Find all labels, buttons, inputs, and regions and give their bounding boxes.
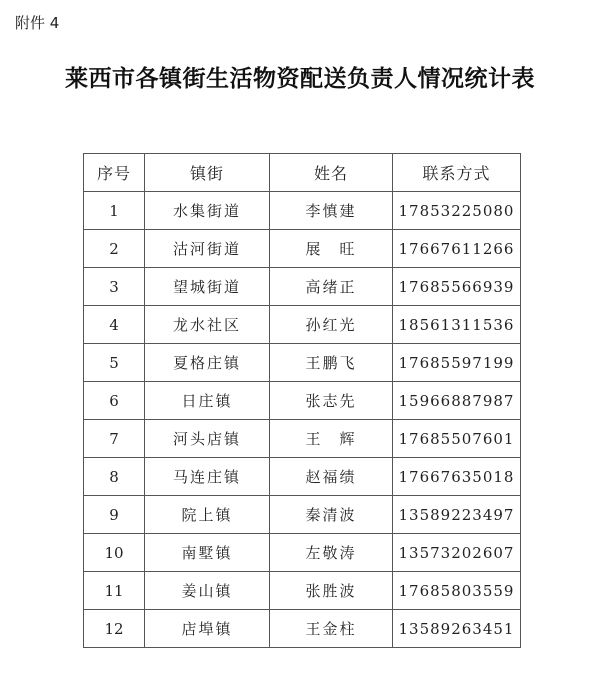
header-no: 序号: [84, 154, 145, 192]
cell-name: 李慎建: [270, 192, 393, 230]
cell-town: 沽河街道: [145, 230, 270, 268]
table-row: [84, 268, 521, 306]
cell-name: 秦清波: [270, 496, 393, 534]
cell-town: 龙水社区: [145, 306, 270, 344]
cell-name: 展 旺: [270, 230, 393, 268]
cell-no: 3: [84, 268, 145, 306]
cell-town: 夏格庄镇: [145, 344, 270, 382]
cell-town: 马连庄镇: [145, 458, 270, 496]
cell-no: 10: [84, 534, 145, 572]
cell-town: 水集街道: [145, 192, 270, 230]
table-row: [84, 534, 521, 572]
cell-name: 赵福绩: [270, 458, 393, 496]
cell-no: 6: [84, 382, 145, 420]
cell-name: 王金柱: [270, 610, 393, 648]
cell-phone: 18561311536: [393, 306, 521, 344]
cell-town: 日庄镇: [145, 382, 270, 420]
cell-name: 张胜波: [270, 572, 393, 610]
cell-no: 7: [84, 420, 145, 458]
header-name: 姓名: [270, 154, 393, 192]
cell-phone: 17853225080: [393, 192, 521, 230]
cell-name: 左敬涛: [270, 534, 393, 572]
attachment-label: 附件 4: [15, 14, 60, 32]
cell-no: 1: [84, 192, 145, 230]
header-contact: 联系方式: [393, 154, 521, 192]
cell-town: 南墅镇: [145, 534, 270, 572]
cell-no: 4: [84, 306, 145, 344]
cell-phone: 17667635018: [393, 458, 521, 496]
cell-town: 望城街道: [145, 268, 270, 306]
cell-phone: 17685507601: [393, 420, 521, 458]
header-town: 镇街: [145, 154, 270, 192]
table-header-row: [84, 154, 521, 192]
table-row: [84, 230, 521, 268]
responsible-person-table: [83, 153, 521, 648]
cell-name: 张志先: [270, 382, 393, 420]
cell-no: 2: [84, 230, 145, 268]
cell-town: 姜山镇: [145, 572, 270, 610]
cell-phone: 17667611266: [393, 230, 521, 268]
cell-name: 王 辉: [270, 420, 393, 458]
cell-phone: 13589223497: [393, 496, 521, 534]
table-row: [84, 572, 521, 610]
table-row: [84, 344, 521, 382]
cell-town: 店埠镇: [145, 610, 270, 648]
table-row: [84, 382, 521, 420]
cell-phone: 17685566939: [393, 268, 521, 306]
cell-no: 5: [84, 344, 145, 382]
cell-no: 11: [84, 572, 145, 610]
cell-name: 高绪正: [270, 268, 393, 306]
cell-name: 王鹏飞: [270, 344, 393, 382]
table-row: [84, 610, 521, 648]
table-row: [84, 306, 521, 344]
table-row: [84, 420, 521, 458]
table-row: [84, 458, 521, 496]
cell-no: 9: [84, 496, 145, 534]
cell-phone: 13589263451: [393, 610, 521, 648]
cell-town: 院上镇: [145, 496, 270, 534]
cell-no: 8: [84, 458, 145, 496]
cell-no: 12: [84, 610, 145, 648]
cell-phone: 13573202607: [393, 534, 521, 572]
cell-phone: 17685597199: [393, 344, 521, 382]
cell-town: 河头店镇: [145, 420, 270, 458]
table-row: [84, 192, 521, 230]
cell-phone: 15966887987: [393, 382, 521, 420]
table-row: [84, 496, 521, 534]
cell-phone: 17685803559: [393, 572, 521, 610]
cell-name: 孙红光: [270, 306, 393, 344]
page-title: 莱西市各镇街生活物资配送负责人情况统计表: [65, 66, 535, 92]
